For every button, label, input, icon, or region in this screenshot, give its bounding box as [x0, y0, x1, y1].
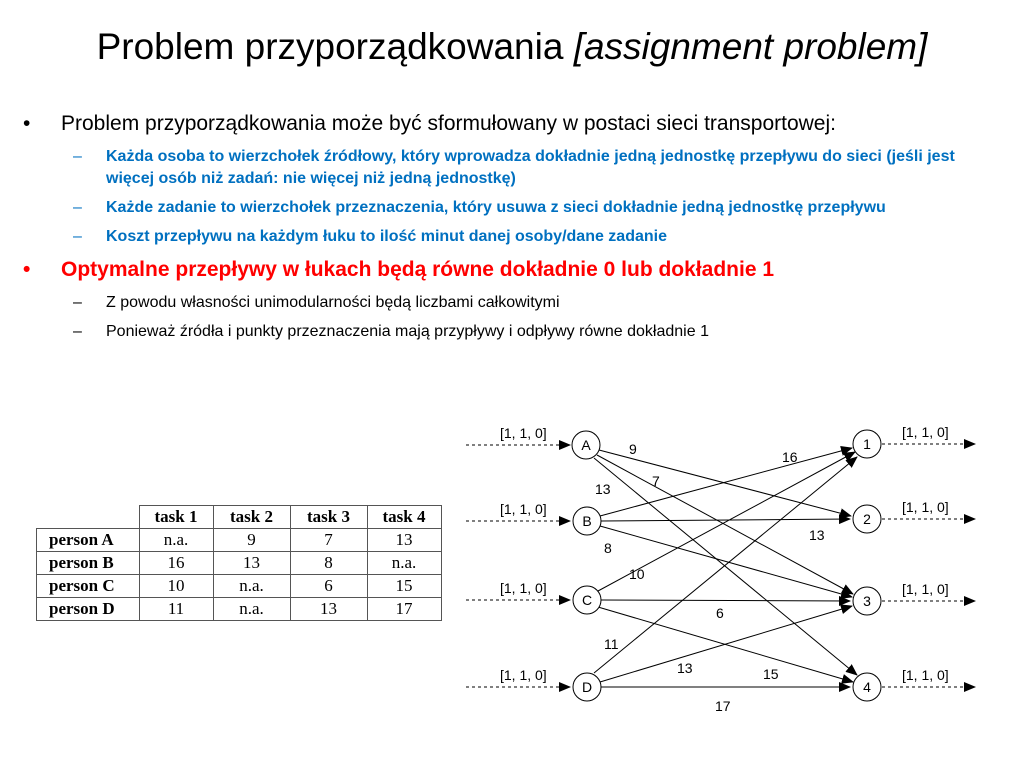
sink-node-label: 3 — [863, 593, 871, 609]
bullet-1-text: Problem przyporządkowania może być sformułowany w postaci sieci transportowej: — [61, 112, 836, 135]
title-main: Problem przyporządkowania — [96, 26, 574, 67]
table-cell: 7 — [290, 529, 367, 552]
dash-marker: – — [73, 228, 82, 245]
cost-C-1: 10 — [629, 566, 645, 582]
table-row-header: person B — [37, 552, 140, 575]
table-header-cell: task 3 — [290, 506, 367, 529]
cost-C-3: 6 — [716, 605, 724, 621]
table-row-header: person A — [37, 529, 140, 552]
source-supply-label-C: [1, 1, 0] — [500, 580, 547, 596]
source-node-label: C — [581, 592, 593, 608]
bullet-1-sub-3-text: Koszt przepływu na każdym łuku to ilość minut danej osoby/dane zadanie — [106, 228, 667, 245]
bullet-2-sub-2-text: Ponieważ źródła i punkty przeznaczenia mają przypływy i odpływy równe dokładnie 1 — [106, 323, 709, 340]
bullet-2-text: Optymalne przepływy w łukach będą równe dokładnie 0 lub dokładnie 1 — [61, 258, 775, 281]
table-cell: n.a. — [213, 575, 290, 598]
table-cell: 13 — [290, 598, 367, 621]
edge-D-1 — [594, 457, 857, 673]
sink-node-1 — [853, 430, 881, 458]
cost-A-3: 7 — [652, 473, 660, 489]
sink-nodes — [853, 430, 881, 701]
table-cell: 13 — [213, 552, 290, 575]
table-cell: 11 — [139, 598, 213, 621]
table-cell: 6 — [290, 575, 367, 598]
sink-node-label: 1 — [863, 436, 871, 452]
source-supply-label-A: [1, 1, 0] — [500, 425, 547, 441]
table-cell: 15 — [367, 575, 441, 598]
bullet-1-sub-1-text: Każda osoba to wierzchołek źródłowy, który wprowadza dokładnie jedną jednostkę przepływu do sieci (jeśli jest więcej osób niż zadań: nie więcej niż jedną jednostkę) — [106, 148, 955, 187]
table-cell: 9 — [213, 529, 290, 552]
sink-node-label: 2 — [863, 511, 871, 527]
cost-D-3: 13 — [677, 660, 693, 676]
source-node-B — [573, 507, 601, 535]
table-row-header: person D — [37, 598, 140, 621]
table-header-cell: task 1 — [139, 506, 213, 529]
cost-D-1: 11 — [604, 636, 619, 652]
cost-A-2: 9 — [629, 441, 637, 457]
table-cell: 10 — [139, 575, 213, 598]
sink-node-3 — [853, 587, 881, 615]
title-italic: [assignment problem] — [573, 26, 928, 67]
table-cell: n.a. — [213, 598, 290, 621]
table-cell: n.a. — [367, 552, 441, 575]
bullet-1-sub-2-text: Każde zadanie to wierzchołek przeznaczenia, który usuwa z sieci dokładnie jedną jednostkę przepływu — [106, 199, 886, 216]
source-nodes — [572, 431, 601, 701]
table-header-cell: task 4 — [367, 506, 441, 529]
dash-marker: – — [73, 148, 82, 165]
table-cell: 13 — [367, 529, 441, 552]
edge-B-2 — [601, 519, 850, 521]
sink-demand-label-2: [1, 1, 0] — [902, 499, 949, 515]
sink-node-4 — [853, 673, 881, 701]
cost-A-4: 13 — [595, 481, 611, 497]
cost-C-4: 15 — [763, 666, 779, 682]
source-supply-label-B: [1, 1, 0] — [500, 501, 547, 517]
table-cell: 16 — [139, 552, 213, 575]
cost-B-1: 16 — [782, 449, 798, 465]
cost-D-4: 17 — [715, 698, 731, 714]
sink-demand-label-1: [1, 1, 0] — [902, 424, 949, 440]
source-node-C — [573, 586, 601, 614]
edge-B-1 — [600, 448, 852, 516]
sink-node-2 — [853, 505, 881, 533]
table-cell: n.a. — [139, 529, 213, 552]
source-supply-label-D: [1, 1, 0] — [500, 667, 547, 683]
source-node-label: A — [581, 437, 591, 453]
sink-output-arrows — [882, 444, 975, 687]
table-header-cell: task 2 — [213, 506, 290, 529]
dash-marker: – — [73, 199, 82, 216]
cost-B-3: 8 — [604, 540, 612, 556]
cost-B-2: 13 — [809, 527, 825, 543]
source-node-label: B — [582, 513, 592, 529]
bullet-2-sub-1-text: Z powodu własności unimodularności będą liczbami całkowitymi — [106, 294, 560, 311]
source-input-arrows — [466, 445, 570, 687]
source-node-label: D — [581, 679, 593, 695]
edge-C-3 — [601, 600, 850, 601]
bullet-marker: • — [23, 112, 31, 135]
dash-marker: – — [73, 323, 82, 340]
table-cell: 8 — [290, 552, 367, 575]
source-node-A — [572, 431, 600, 459]
dash-marker: – — [73, 294, 82, 311]
sink-node-label: 4 — [863, 679, 871, 695]
source-node-D — [573, 673, 601, 701]
table-cell: 17 — [367, 598, 441, 621]
table-row-header: person C — [37, 575, 140, 598]
bullet-marker: • — [23, 258, 31, 281]
sink-demand-label-4: [1, 1, 0] — [902, 667, 949, 683]
sink-demand-label-3: [1, 1, 0] — [902, 581, 949, 597]
